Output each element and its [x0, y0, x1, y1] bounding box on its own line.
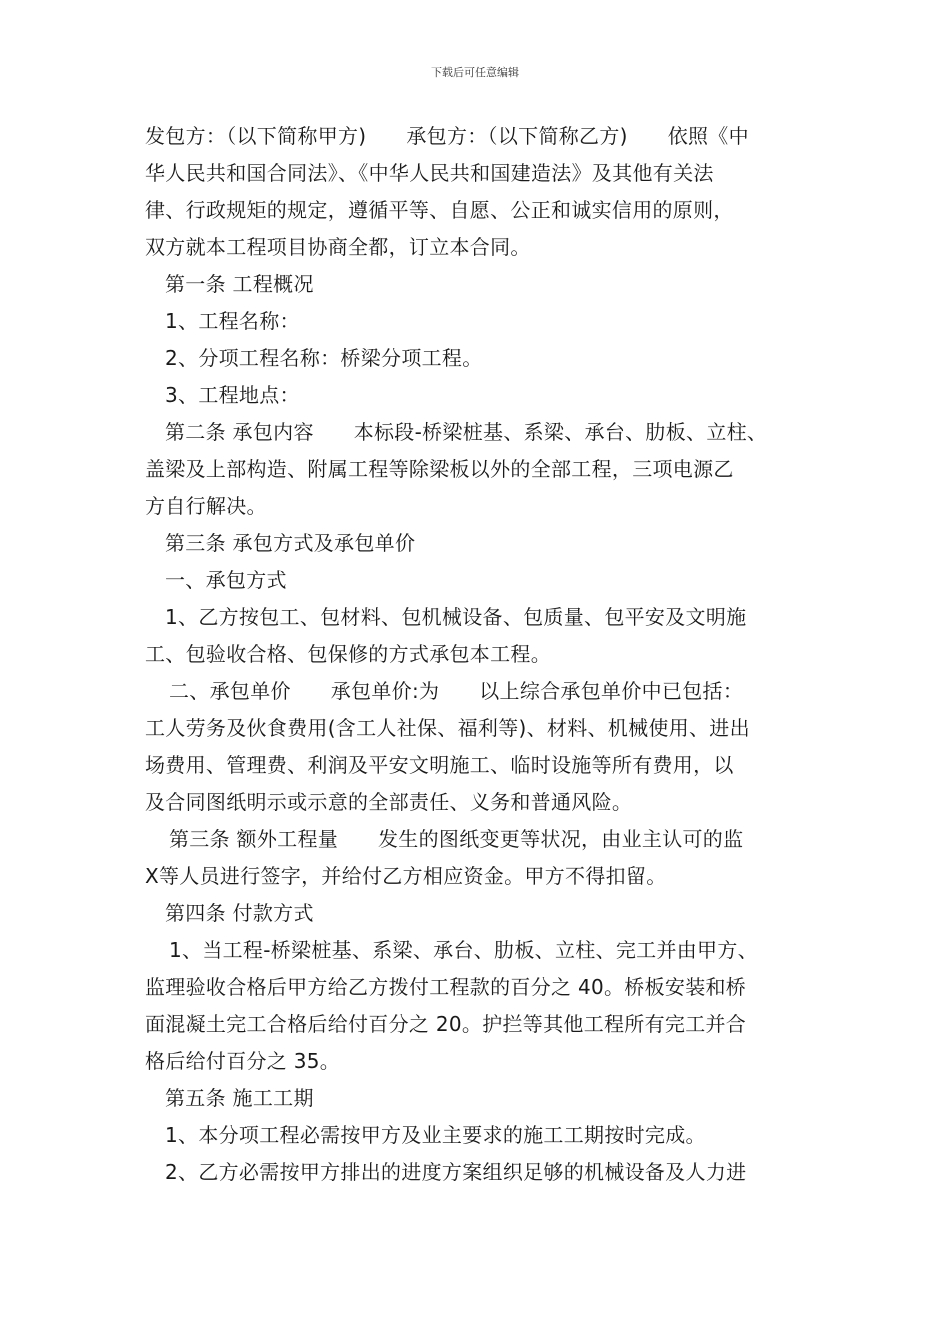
paragraph-line: 盖梁及上部构造、附属工程等除梁板以外的全部工程，三项电源乙	[145, 457, 734, 481]
paragraph-line: 工、包验收合格、包保修的方式承包本工程。	[145, 642, 551, 666]
page-header-note: 下载后可任意编辑	[431, 66, 519, 79]
paragraph-line: 1、工程名称：	[165, 309, 300, 333]
paragraph-line: 方自行解决。	[145, 494, 267, 518]
paragraph-line: 律、行政规矩的规定，遵循平等、自愿、公正和诚实信用的原则，	[145, 198, 734, 222]
article-heading: 第二条 承包内容 本标段-桥梁桩基、系梁、承台、肋板、立柱、	[165, 420, 768, 444]
article-heading: 第三条 额外工程量 发生的图纸变更等状况，由业主认可的监	[169, 827, 744, 851]
article-heading: 第三条 承包方式及承包单价	[165, 531, 416, 555]
paragraph-line: 及合同图纸明示或示意的全部责任、义务和普通风险。	[145, 790, 633, 814]
paragraph-line: X等人员进行签字，并给付乙方相应资金。甲方不得扣留。	[145, 864, 667, 888]
paragraph-line: 格后给付百分之 35。	[145, 1049, 341, 1073]
article-heading: 第四条 付款方式	[165, 901, 314, 925]
section-heading: 一、承包方式	[165, 568, 287, 592]
paragraph-line: 2、分项工程名称：桥梁分项工程。	[165, 346, 483, 370]
paragraph-line: 1、本分项工程必需按甲方及业主要求的施工工期按时完成。	[165, 1123, 706, 1147]
paragraph-line: 华人民共和国合同法》、《中华人民共和国建造法》及其他有关法	[145, 161, 714, 185]
paragraph-line: 工人劳务及伙食费用(含工人社保、福利等)、材料、机械使用、进出	[145, 716, 750, 740]
paragraph-line: 监理验收合格后甲方给乙方拨付工程款的百分之 40。桥板安装和桥	[145, 975, 747, 999]
document-body	[145, 118, 810, 1191]
paragraph-line: 面混凝土完工合格后给付百分之 20。护拦等其他工程所有完工并合	[145, 1012, 747, 1036]
section-heading: 二、承包单价 承包单价:为 以上综合承包单价中已包括：	[169, 679, 744, 703]
article-heading: 第五条 施工工期	[165, 1086, 314, 1110]
paragraph-line: 场费用、管理费、利润及平安文明施工、临时设施等所有费用，以	[145, 753, 734, 777]
paragraph-line: 发包方：（以下简称甲方) 承包方：（以下简称乙方) 依照《中	[145, 124, 749, 148]
paragraph-line: 1、当工程-桥梁桩基、系梁、承台、肋板、立柱、完工并由甲方、	[169, 938, 758, 962]
article-heading: 第一条 工程概况	[165, 272, 314, 296]
paragraph-line: 双方就本工程项目协商全都，订立本合同。	[145, 235, 531, 259]
paragraph-line: 2、乙方必需按甲方排出的进度方案组织足够的机械设备及人力进	[165, 1160, 747, 1184]
paragraph-line: 3、工程地点：	[165, 383, 300, 407]
paragraph-line: 1、乙方按包工、包材料、包机械设备、包质量、包平安及文明施	[165, 605, 747, 629]
